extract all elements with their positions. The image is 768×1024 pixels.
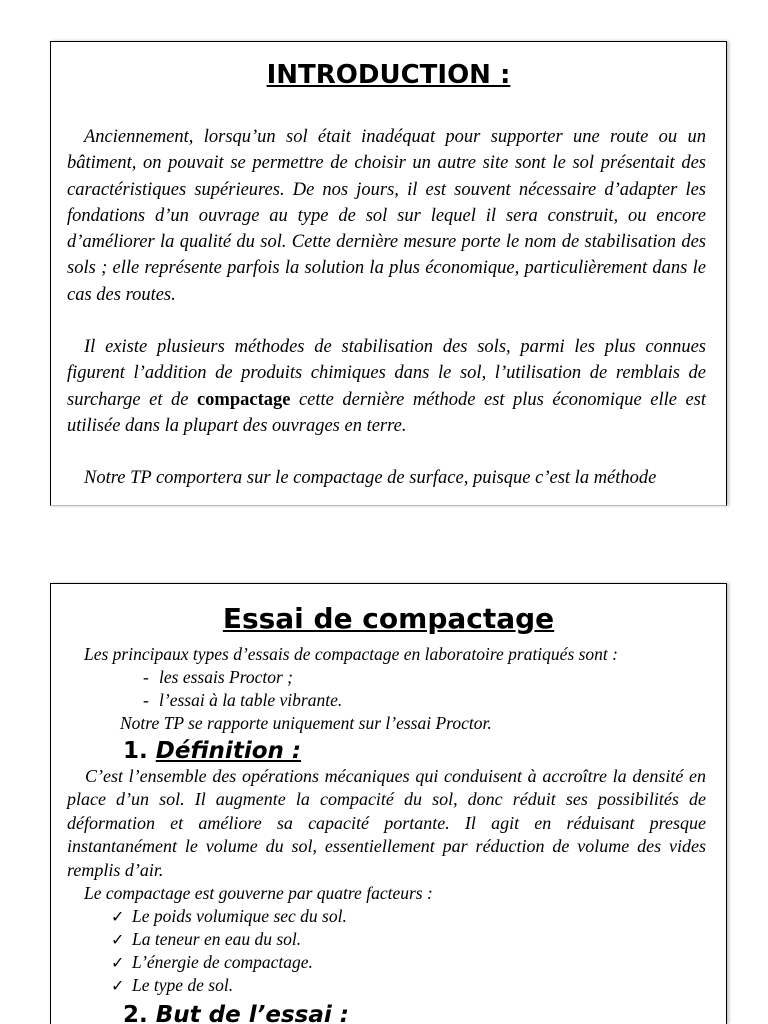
intro-paragraph-3: Notre TP comportera sur le compactage de surface, puisque c’est la méthode xyxy=(84,468,657,489)
list-item-label: Le type de sol. xyxy=(132,975,234,996)
page-title-essai: Essai de compactage xyxy=(222,602,555,635)
dash-bullet-icon: - xyxy=(143,667,149,687)
list-item-label: l’essai à la table vibrante. xyxy=(159,690,343,710)
list-item xyxy=(51,974,726,997)
list-item-label: La teneur en eau du sol. xyxy=(132,929,302,950)
checkmark-icon: ✓ xyxy=(111,976,125,996)
list-item-label: Le poids volumique sec du sol. xyxy=(132,906,347,927)
checkmark-icon: ✓ xyxy=(111,907,125,927)
list-item xyxy=(51,951,726,974)
list-item-label: L’énergie de compactage. xyxy=(132,952,313,973)
checkmark-icon: ✓ xyxy=(111,930,125,950)
list-item xyxy=(51,666,726,689)
document-page-2 xyxy=(50,583,727,1024)
section-label: But de l’essai : xyxy=(155,1002,349,1024)
intro-paragraph-2 xyxy=(51,334,726,439)
test-types-intro: Les principaux types d’essais de compactage en laboratoire pratiqués sont : xyxy=(84,644,618,664)
factors-intro: Le compactage est gouverne par quatre facteurs : xyxy=(84,883,433,904)
section-label: Définition : xyxy=(155,738,302,764)
list-item xyxy=(51,928,726,951)
section-number: 2. xyxy=(123,1002,148,1024)
tp-note: Notre TP se rapporte uniquement sur l’essai Proctor. xyxy=(120,713,492,733)
page-title-introduction: INTRODUCTION : xyxy=(266,60,511,90)
intro-paragraph-2-text-b: cette dernière méthode est plus économique elle est utilisée dans la plupart des ouvrages en terre. xyxy=(67,389,706,436)
definition-paragraph: C’est l’ensemble des opérations mécaniques qui conduisent à accroître la densité en place d’un sol. Il augmente la compacité du sol, donc réduit ses possibilités de déformation et améliore sa capacité portante. Il agit en réduisant presque instantanément le volume du sol, essentiellement par réduction de volume des vides remplis d’air. xyxy=(67,766,706,880)
section-title-definition xyxy=(123,737,726,765)
test-types-list xyxy=(51,666,726,712)
compactage-emphasis: compactage xyxy=(196,389,291,410)
list-item xyxy=(51,689,726,712)
intro-paragraph-2-text-a: Il existe plusieurs méthodes de stabilisation des sols, parmi les plus connues figurent l’addition de produits chimiques dans le sol, l’utilisation de remblais de surcharge et de xyxy=(67,337,706,410)
checkmark-icon: ✓ xyxy=(111,953,125,973)
dash-bullet-icon: - xyxy=(143,690,149,710)
list-item-label: les essais Proctor ; xyxy=(159,667,293,687)
factors-list xyxy=(51,905,726,997)
list-item xyxy=(51,905,726,928)
section-number: 1. xyxy=(123,738,148,764)
section-title-but xyxy=(123,1001,726,1024)
intro-paragraph-1: Anciennement, lorsqu’un sol était inadéquat pour supporter une route ou un bâtiment, on pouvait se permettre de choisir un autre site sont le sol présentait des caractéristiques supérieures. De nos jours, il est souvent nécessaire d’adapter les fondations d’un ouvrage au type de sol sur lequel il sera construit, ou encore d’améliorer la qualité du sol. Cette dernière mesure porte le nom de stabilisation des sols ; elle représente parfois la solution la plus économique, particulièrement dans le cas des routes. xyxy=(67,127,706,305)
document-page-1 xyxy=(50,41,727,506)
